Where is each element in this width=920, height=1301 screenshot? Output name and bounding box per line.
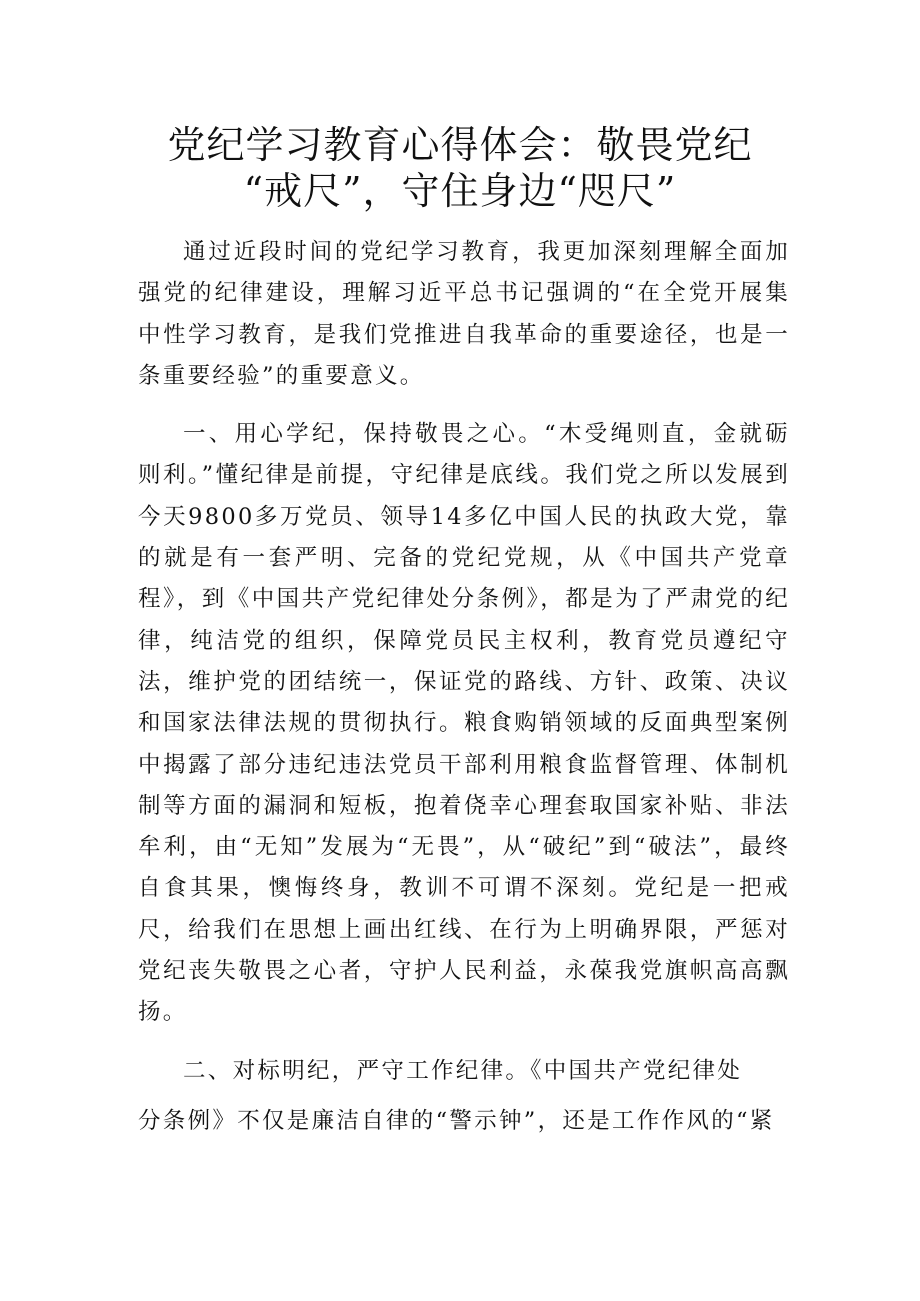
document-title-line-1: 党纪学习教育心得体会：敬畏党纪 xyxy=(167,123,753,167)
paragraph-spacer xyxy=(138,1034,790,1051)
document-title-line-2: “戒尺”，守住身边“咫尺” xyxy=(243,169,677,213)
paragraph-spacer xyxy=(138,397,790,414)
paragraph-section-2-line-1: 二、对标明纪，严守工作纪律。《中国共产党纪律处 xyxy=(183,1057,743,1084)
paragraph-section-1: 一、用心学纪，保持敬畏之心。“木受绳则直，金就砺则利。”懂纪律是前提，守纪律是底线。我们党之所以发展到今天9800多万党员、领导14多亿中国人民的执政大党，靠的就是有一套严明、完备的党纪党规，从《中国共产党章程》，到《中国共产党纪律处分条例》，都是为了严肃党的纪律，纯洁党的组织，保障党员民主权利，教育党员遵纪守法，维护党的团结统一，保证党的路线、方针、政策、决议和国家法律法规的贯彻执行。粮食购销领域的反面典型案例中揭露了部分违纪违法党员干部利用粮食监督管理、体制机制等方面的漏洞和短板，抱着侥幸心理套取国家补贴、非法牟利，由“无知”发展为“无畏”，从“破纪”到“破法”，最终自食其果，懊悔终身，教训不可谓不深刻。党纪是一把戒尺，给我们在思想上画出红线、在行为上明确界限，严惩对党纪丧失敬畏之心者，守护人民利益，永葆我党旗帜高高飘扬。 xyxy=(138,421,790,1026)
document-body xyxy=(138,232,790,1142)
paragraph-section-2-line-2: 分条例》不仅是廉洁自律的“警示钟”，还是工作作风的“紧 xyxy=(138,1107,775,1134)
paragraph-intro: 通过近段时间的党纪学习教育，我更加深刻理解全面加强党的纪律建设，理解习近平总书记强调的“在全党开展集中性学习教育，是我们党推进自我革命的重要途径，也是一条重要经验”的重要意义。 xyxy=(138,239,790,389)
